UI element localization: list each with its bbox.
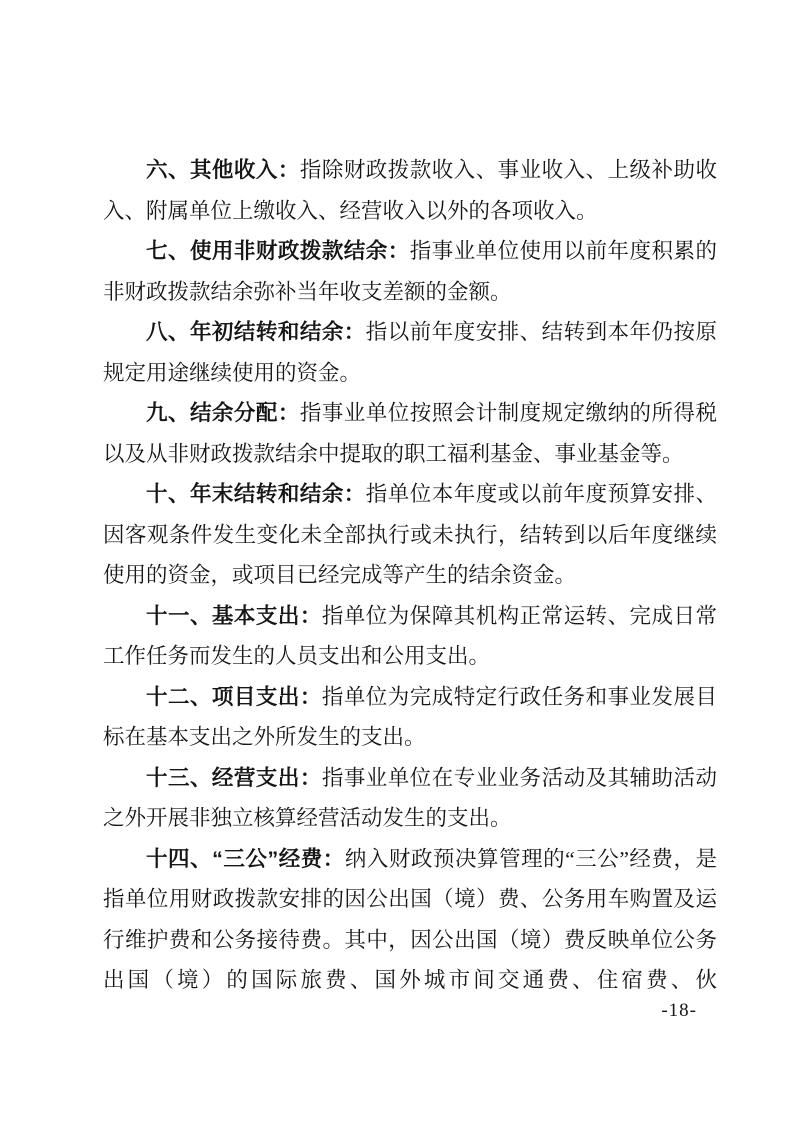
- term-label: 十一、基本支出：: [146, 603, 322, 628]
- definition-text: 指单位为完成特定行政任务和事业发展目标在基本支出之外所发生的支出。: [103, 684, 717, 749]
- term-label: 六、其他收入：: [146, 158, 300, 182]
- page-number: -18-: [661, 1000, 697, 1021]
- definition-paragraph: [103, 839, 717, 1001]
- definition-paragraph: [103, 150, 717, 231]
- term-label: 七、使用非财政拨款结余：: [146, 239, 410, 263]
- definition-text: 纳入财政预决算管理的“三公”经费，是指单位用财政拨款安排的因公出国（境）费、公务用车购置及运行维护费和公务接待费。其中，因公出国（境）费反映单位公务出国（境）的国际旅费、国外城市间交通费、住宿费、伙: [103, 846, 717, 992]
- definition-text: 指单位为保障其机构正常运转、完成日常工作任务而发生的人员支出和公用支出。: [103, 603, 717, 668]
- document-body: [103, 150, 717, 1001]
- definition-paragraph: [103, 596, 717, 677]
- definition-text: 指事业单位按照会计制度规定缴纳的所得税以及从非财政拨款结余中提取的职工福利基金、事业基金等。: [103, 401, 717, 466]
- term-label: 十四、“三公”经费：: [146, 846, 345, 871]
- definition-paragraph: [103, 231, 717, 312]
- definition-paragraph: [103, 393, 717, 474]
- term-label: 八、年初结转和结余：: [146, 320, 366, 344]
- definition-text: 指单位本年度或以前年度预算安排、因客观条件发生变化未全部执行或未执行，结转到以后年度继续使用的资金，或项目已经完成等产生的结余资金。: [103, 482, 717, 587]
- definition-paragraph: [103, 758, 717, 839]
- term-label: 十二、项目支出：: [146, 684, 322, 709]
- definition-text: 指事业单位在专业业务活动及其辅助活动之外开展非独立核算经营活动发生的支出。: [103, 765, 717, 830]
- term-label: 十三、经营支出：: [146, 765, 322, 790]
- definition-paragraph: [103, 677, 717, 758]
- definition-paragraph: [103, 474, 717, 596]
- definition-text: 指以前年度安排、结转到本年仍按原规定用途继续使用的资金。: [103, 320, 717, 385]
- term-label: 九、结余分配：: [146, 401, 300, 425]
- term-label: 十、年末结转和结余：: [146, 482, 366, 506]
- definition-text: 指事业单位使用以前年度积累的非财政拨款结余弥补当年收支差额的金额。: [103, 239, 717, 304]
- definition-paragraph: [103, 312, 717, 393]
- definition-text: 指除财政拨款收入、事业收入、上级补助收入、附属单位上缴收入、经营收入以外的各项收入。: [103, 158, 717, 223]
